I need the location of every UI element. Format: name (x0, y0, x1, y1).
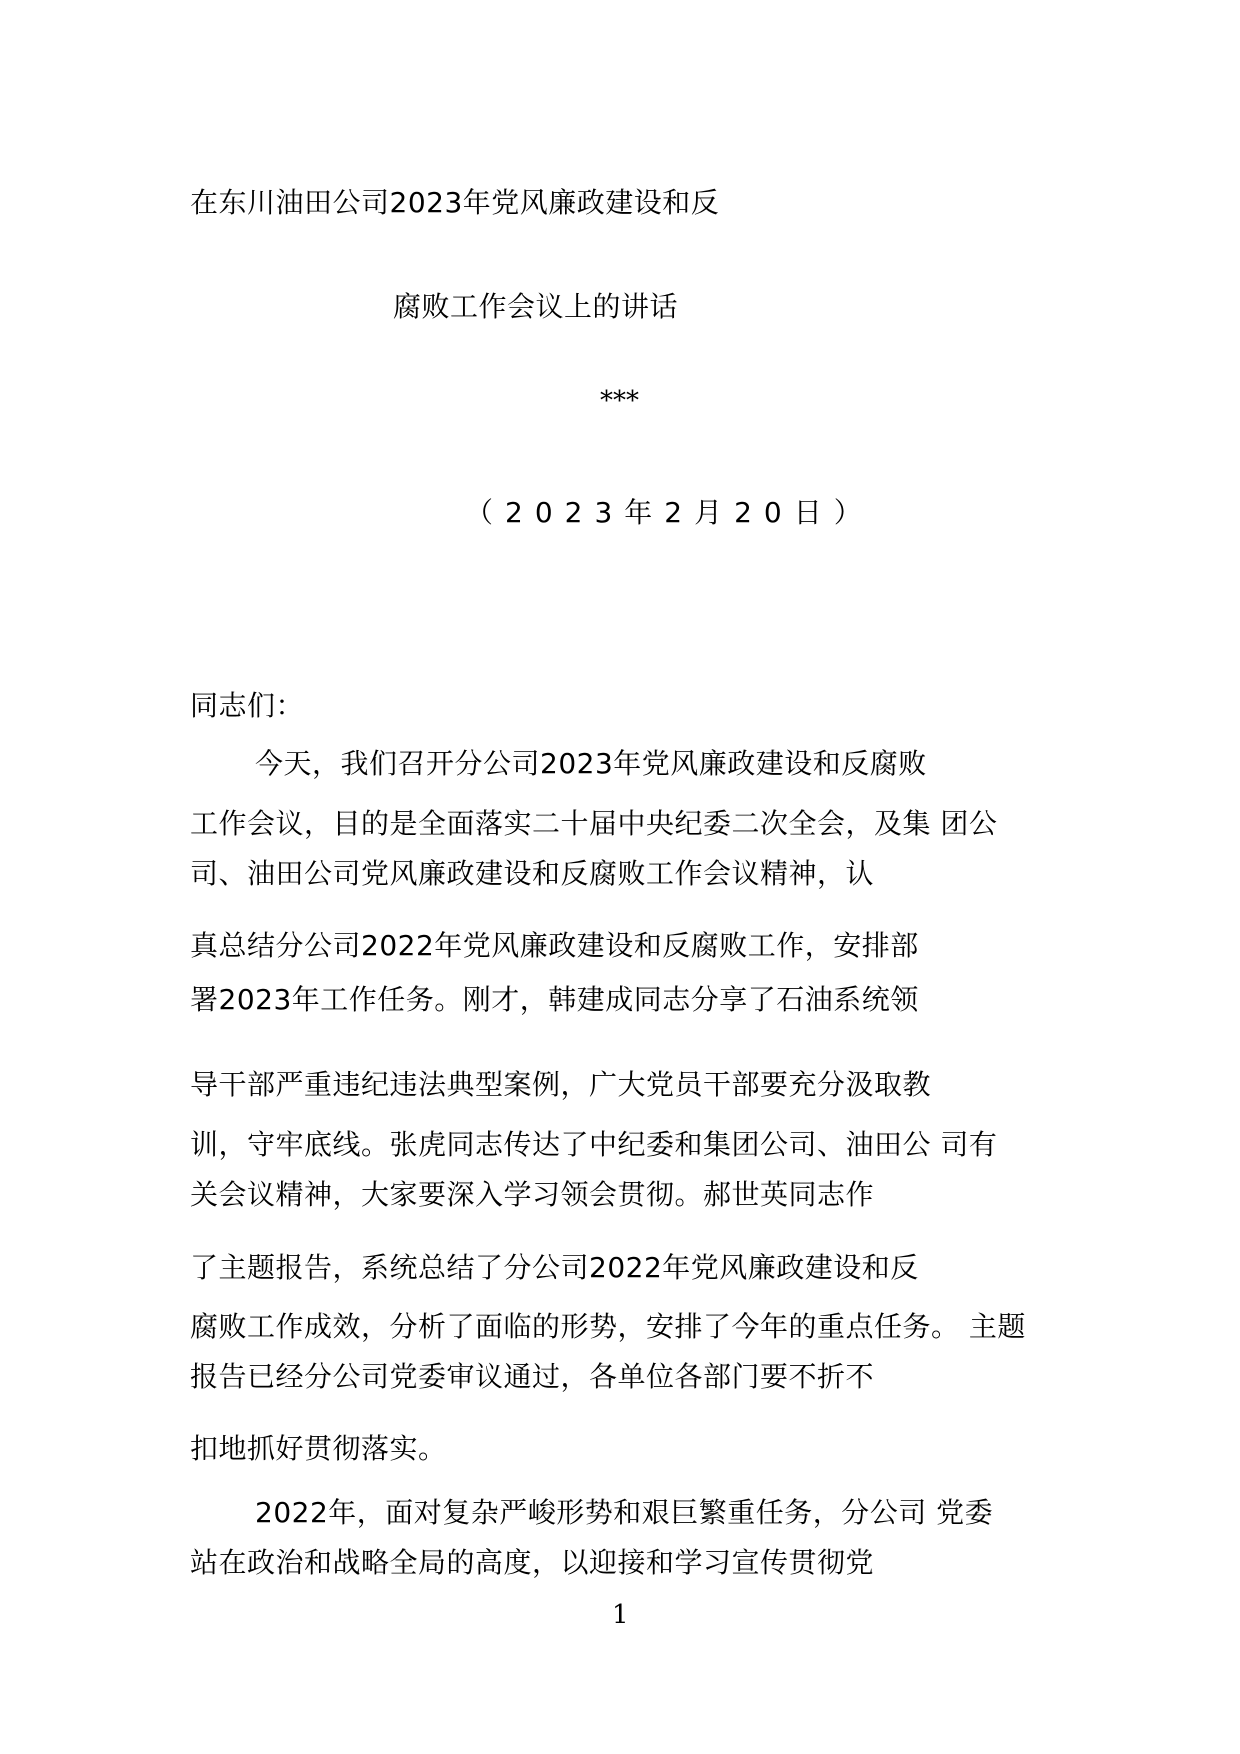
body-line: 司、油田公司党风廉政建设和反腐败工作会议精神，认 (190, 857, 875, 890)
body-line: 真总结分公司2022年党风廉政建设和反腐败工作，安排部 (190, 929, 919, 962)
title-line-2: 腐败工作会议上的讲话 (393, 290, 679, 323)
body-line: 今天，我们召开分公司2023年党风廉政建设和反腐败 (255, 747, 927, 780)
body-line: 报告已经分公司党委审议通过，各单位各部门要不折不 (190, 1360, 875, 1393)
body-line: 腐败工作成效，分析了面临的形势，安排了今年的重点任务。 主题 (190, 1310, 1026, 1343)
speech-date: （2023年2月20日） (465, 496, 874, 529)
title-line-1: 在东川油田公司2023年党风廉政建设和反 (190, 186, 720, 219)
body-line: 扣地抓好贯彻落实。 (190, 1432, 447, 1465)
body-line: 导干部严重违纪违法典型案例，广大党员干部要充分汲取教 (190, 1068, 932, 1101)
body-line: 工作会议，目的是全面落实二十届中央纪委二次全会，及集 团公 (190, 807, 998, 840)
body-line: 训，守牢底线。张虎同志传达了中纪委和集团公司、油田公 司有 (190, 1128, 998, 1161)
author-name: *** (600, 386, 639, 416)
salutation: 同志们： (190, 689, 305, 722)
body-line: 了主题报告，系统总结了分公司2022年党风廉政建设和反 (190, 1251, 919, 1284)
body-line: 站在政治和战略全局的高度，以迎接和学习宣传贯彻党 (190, 1546, 875, 1579)
body-line: 关会议精神，大家要深入学习领会贯彻。郝世英同志作 (190, 1178, 875, 1211)
body-line: 署2023年工作任务。刚才，韩建成同志分享了石油系统领 (190, 983, 919, 1016)
page-number: 1 (612, 1600, 629, 1630)
body-line: 2022年，面对复杂严峻形势和艰巨繁重任务，分公司 党委 (255, 1496, 994, 1529)
